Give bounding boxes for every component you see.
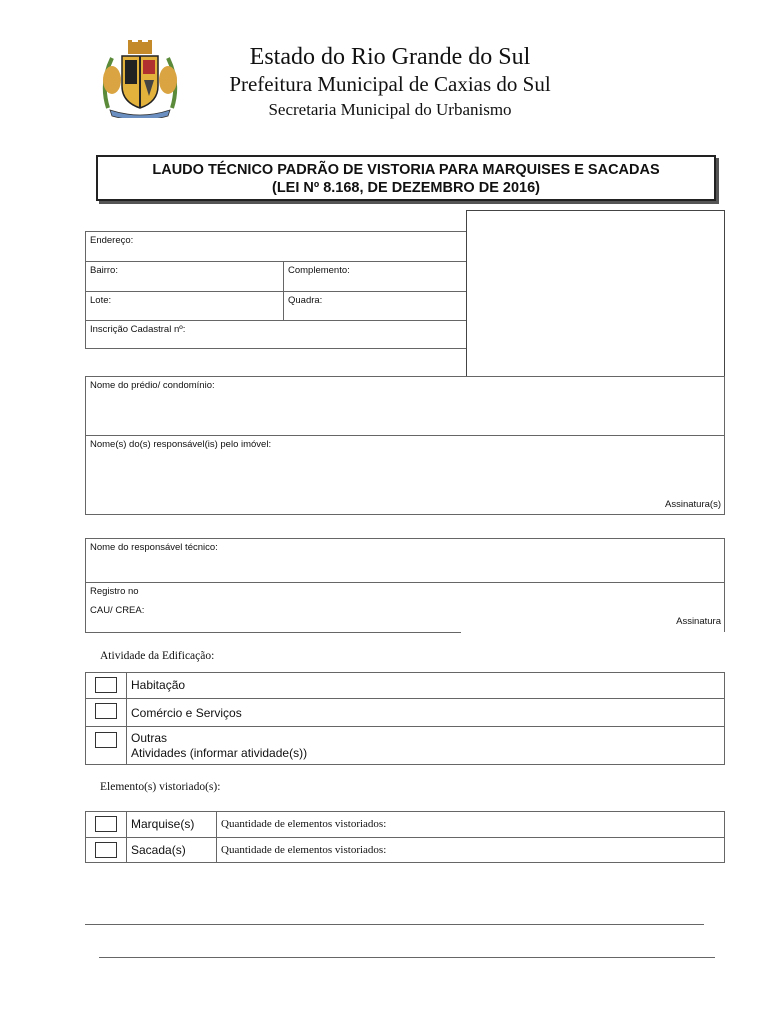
- marquise-checkbox[interactable]: [95, 816, 117, 832]
- activity-row-line-2: [85, 726, 725, 727]
- technician-name-field[interactable]: [85, 538, 725, 582]
- commerce-option: Comércio e Serviços: [131, 706, 242, 720]
- building-name-label: Nome do prédio/ condomínio:: [90, 380, 215, 391]
- technician-bottom-line: [85, 632, 461, 633]
- registration-label: Inscrição Cadastral nº:: [90, 324, 186, 335]
- owners-signature-label: Assinatura(s): [665, 499, 721, 510]
- lot-field[interactable]: [85, 291, 283, 320]
- activity-row-line-1: [85, 698, 725, 699]
- header-state: Estado do Rio Grande do Sul: [249, 44, 531, 70]
- technician-name-label: Nome do responsável técnico:: [90, 542, 218, 553]
- registration-field[interactable]: [85, 320, 466, 349]
- owners-label: Nome(s) do(s) responsável(is) pelo imóvel:: [90, 439, 272, 450]
- activity-label: Atividade da Edificação:: [100, 650, 215, 662]
- header-department: Secretaria Municipal do Urbanismo: [268, 100, 512, 119]
- technician-signature-label: Assinatura: [676, 616, 721, 627]
- photo-box[interactable]: [466, 210, 725, 377]
- balcony-quantity-label: Quantidade de elementos vistoriados:: [221, 844, 387, 856]
- document-title: [96, 155, 716, 201]
- habitation-checkbox[interactable]: [95, 677, 117, 693]
- marquise-option: Marquise(s): [131, 817, 195, 831]
- council-label: CAU/ CREA:: [90, 605, 145, 616]
- activity-divider: [126, 672, 127, 765]
- address-field[interactable]: [85, 231, 466, 261]
- complement-field[interactable]: [283, 261, 466, 291]
- title-line-2: (LEI Nº 8.168, DE DEZEMBRO DE 2016): [272, 180, 540, 196]
- marquise-quantity-label: Quantidade de elementos vistoriados:: [221, 818, 387, 830]
- building-name-field[interactable]: [85, 376, 725, 435]
- city-coat-of-arms: [98, 38, 182, 118]
- lot-label: Lote:: [90, 295, 112, 306]
- block-label: Quadra:: [288, 295, 323, 306]
- signature-line-2: [99, 957, 715, 958]
- commerce-checkbox[interactable]: [95, 703, 117, 719]
- header-city: Prefeitura Municipal de Caxias do Sul: [229, 72, 551, 96]
- other-checkbox[interactable]: [95, 732, 117, 748]
- title-line-1: LAUDO TÉCNICO PADRÃO DE VISTORIA PARA MARQUISES E SACADAS: [152, 162, 660, 178]
- complement-label: Complemento:: [288, 265, 350, 276]
- habitation-option: Habitação: [131, 678, 186, 692]
- elements-label: Elemento(s) vistoriado(s):: [100, 781, 221, 793]
- district-label: Bairro:: [90, 265, 118, 276]
- address-label: Endereço:: [90, 235, 134, 246]
- other-option: Outras: [131, 731, 168, 745]
- balcony-checkbox[interactable]: [95, 842, 117, 858]
- block-field[interactable]: [283, 291, 466, 320]
- other-activity-hint: Atividades (informar atividade(s)): [131, 746, 308, 760]
- balcony-option: Sacada(s): [131, 843, 186, 857]
- signature-line-1: [85, 924, 704, 925]
- district-field[interactable]: [85, 261, 283, 291]
- elements-row-line: [85, 837, 725, 838]
- registry-label: Registro no: [90, 586, 139, 597]
